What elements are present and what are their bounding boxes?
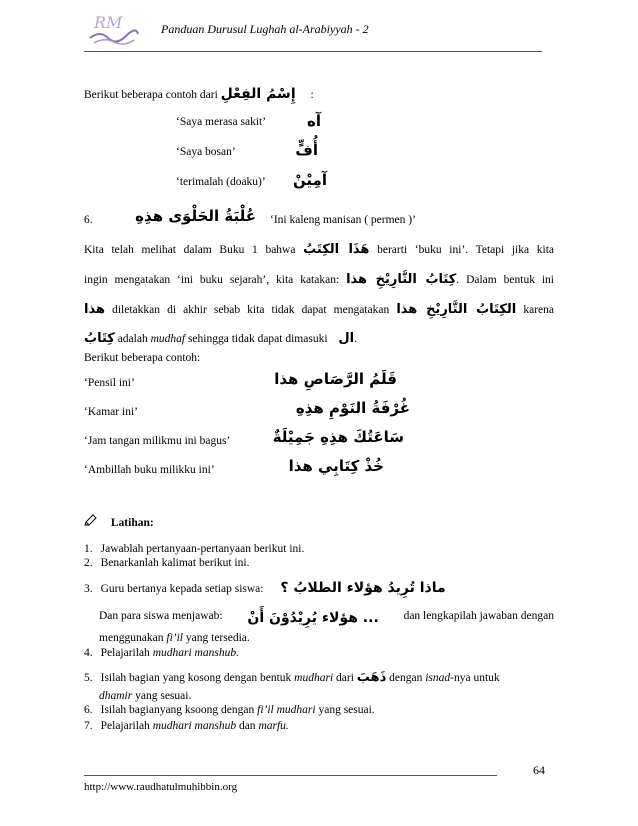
item6-meaning: ‘Ini kaleng manisan ( permen )’ [270,214,416,226]
example7-arabic: خُذْ كِتَابِي هذا [288,457,384,475]
example4-arabic: قَلَمُ الرَّصَاصِ هذا [274,370,397,388]
example2-meaning: ‘Saya bosan’ [176,146,236,158]
intro-line [84,86,314,102]
example1-meaning: ‘Saya merasa sakit’ [176,116,267,128]
para-line-1: Kita telah melihat dalam Buku 1 bahwa هَذَا الكِتَبُ berarti ‘buku ini’. Tetapi jika kita [84,242,555,257]
example1-arabic: آه [307,112,321,130]
exercise-5: 5. Isilah bagian yang kosong dengan bentuk mudhari dari ذَهَبَ dengan isnad-nya untuk [84,670,500,685]
para-arabic-3: هذا [84,302,105,317]
para-arabic-1: هَذَا الكِتَبُ [303,242,370,257]
example5-meaning: ‘Kamar ini’ [84,406,138,418]
exercise-3-line-3: menggunakan fi’il yang tersedia. [99,632,250,644]
exercise-5-arabic: ذَهَبَ [356,670,387,685]
pencil-icon [84,514,98,529]
exercise-4: 4. Pelajarilah mudhari manshub. [84,647,239,659]
item6-number: 6. [84,214,93,226]
example3-arabic: آمِيْنْ [292,171,327,189]
page-number: 64 [533,763,545,777]
latihan-title: Latihan: [110,517,154,529]
example5-arabic: غُرْفَةُ النَوْمِ هذِهِ [295,399,410,417]
exercise-1: 1. Jawablah pertanyaan-pertanyaan berikut ini. [84,543,305,555]
header-title: Panduan Durusul Lughah al-Arabiyyah - 2 [161,22,369,36]
exercise-3: 3. Guru bertanya kepada setiap siswa: ماذا تُرِيدُ هؤلاء الطلابُ ؟ [84,580,446,596]
exercise-3-line-2: Dan para siswa menjawab: ... هؤلاء يُرِيْدُوْنَ أَنْ dan lengkapilah jawaban dengan [99,610,554,626]
latihan-heading [84,514,154,529]
para-line-2: ingin mengatakan ‘ini buku sejarah’, kita katakan: كِتَابُ التَّارِيْخِ هذا. Dalam bentuk ini [84,272,555,287]
example3-meaning: ‘terimalah (doaku)’ [176,176,266,188]
exercise-3-arabic: ماذا تُرِيدُ هؤلاء الطلابُ ؟ [280,580,446,596]
example6-meaning: ‘Jam tangan milikmu ini bagus’ [84,435,231,447]
footer-rule [84,775,497,776]
example4-meaning: ‘Pensil ini’ [84,377,135,389]
site-logo [88,12,140,46]
para-line-4: كِتَابُ adalah mudhaf sehingga tidak dapat dimasuki ال. [84,331,358,346]
intro-text: Berikut beberapa contoh dari [84,89,218,101]
exercise-7: 7. Pelajarilah mudhari manshub dan marfu. [84,720,289,732]
para-arabic-5: كِتَابُ [84,331,115,346]
exercise-5-line-2: dhamir yang sesuai. [99,690,192,702]
header-rule [84,51,542,52]
logo-text: RM [94,13,123,32]
footer-url[interactable]: http://www.raudhatulmuhibbin.org [84,781,238,793]
exercise-6: 6. Isilah bagianyang ksoong dengan fi’il mudhari yang sesuai. [84,704,375,716]
example6-arabic: سَاعَتُكَ هذِهِ جَمِيْلَةٌ [272,428,404,446]
examples2-intro: Berikut beberapa contoh: [84,352,201,364]
example2-arabic: أُفٍّ [295,141,318,159]
intro-colon: : [310,89,314,101]
para-arabic-2: كِتَابُ التَّارِيْخِ هذا [346,272,457,287]
exercise-2: 2. Benarkanlah kalimat berikut ini. [84,557,250,569]
exercise-3-arabic-2: ... هؤلاء يُرِيْدُوْنَ أَنْ [247,610,379,626]
para-arabic-4: الكِتَابُ التَّارِيْخِ هذا [396,302,517,317]
para-arabic-6: ال [338,331,355,346]
item6-arabic: عُلْبَةُ الحَلْوَى هذِهِ [135,207,256,225]
para-line-3: هذا diletakkan di akhir sebab kita tidak dapat mengatakan الكِتَابُ التَّارِيْخِ هذا karena [84,302,554,317]
intro-arabic: إِسْمُ الفِعْلِ [220,86,296,102]
example7-meaning: ‘Ambillah buku milikku ini’ [84,464,215,476]
